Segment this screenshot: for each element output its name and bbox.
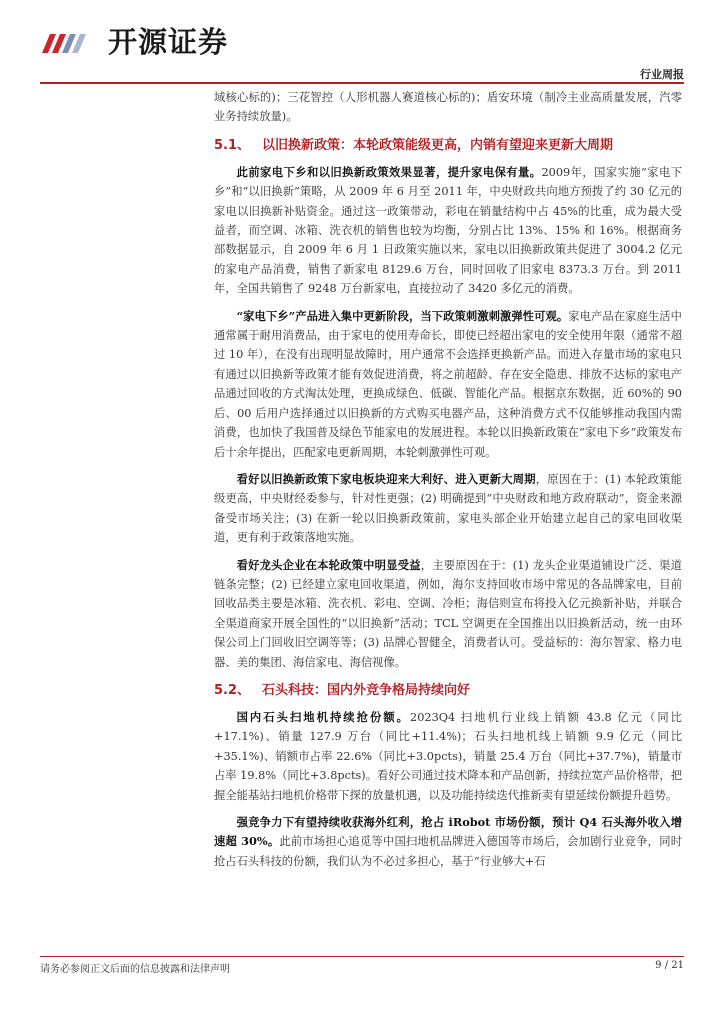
- paragraph: [214, 470, 682, 548]
- brand-name: 开源证券: [108, 25, 229, 59]
- paragraph: [214, 708, 682, 805]
- header-divider: [40, 82, 684, 84]
- paragraph-text: ，主要原因在于：(1) 龙头企业渠道铺设广泛、渠道链条完整；(2) 已经建立家电回收渠道，例如，海尔支持回收市场中常见的各品牌家电，目前回收品类主要是冰箱、洗衣机、彩电、空调、冷柜；海信则宣布将投入亿元换新补贴，并联合全渠道商家开展全国性的“以旧换新”活动；TCL 空调更在全国推出以旧换新活动，统一由环保公司上门回收旧空调等等；(3) 品牌心智健全，消费者认可。受益标的：海尔智家、格力电器、美的集团、海信家电、海信视像。: [214, 558, 682, 669]
- main-content: [214, 88, 682, 871]
- footer-disclaimer: 请务必参阅正文后面的信息披露和法律声明: [40, 964, 230, 975]
- report-type: 行业周报: [640, 68, 684, 81]
- section-heading-5-1: [214, 133, 682, 159]
- paragraph: [214, 556, 682, 672]
- paragraph-lead: 看好龙头企业在本轮政策中明显受益: [236, 557, 421, 572]
- section-number: 5.2、: [214, 682, 251, 698]
- paragraph-text: 2023Q4 扫地机行业线上销额 43.8 亿元（同比+17.1%)、销量 127.9 万台（同比+11.4%)；石头扫地机线上销额 9.9 亿元（同比+35.1%)、销额市占率 22.6%（同比+3.0pcts)，销量 25.4 万台（同比+37.7%)，销量市占率 19.8%（同比+3.8pcts)。看好公司通过技术降本和产品创新，持续拉宽产品价格带，把握全能基站扫地机价格带下探的放量机遇，以及功能持续迭代推新卖有望延续份额提升趋势。: [214, 710, 683, 802]
- section-heading-5-2: [214, 678, 682, 704]
- kaiyuan-logo-icon: [40, 26, 102, 58]
- paragraph-lead: “家电下乡”产品进入集中更新阶段，当下政策刺激刺激弹性可观。: [236, 308, 569, 323]
- paragraph-text: 此前市场担心追觅等中国扫地机品牌进入德国等市场后，会加剧行业竞争，同时抢占石头科技的份额，我们认为不必过多担心，基于“行业够大+石: [214, 835, 683, 868]
- brand-logo: [40, 26, 228, 58]
- paragraph-lead: 强竞争力下有望持续收获海外红利，抢占 iRobot 市场份额，预计 Q4 石头海外收入增速超 30%。: [214, 815, 682, 849]
- section-title: 以旧换新政策：本轮政策能级更高，内销有望迎来更新大周期: [262, 137, 614, 153]
- intro-continuation: 域核心标的)；三花智控（人形机器人赛道核心标的)；盾安环境（制冷主业高质量发展，汽零业务持续放量)。: [214, 91, 682, 124]
- paragraph-text: 2009年，国家实施“家电下乡”和“以旧换新”策略，从 2009 年 6 月至 2011 年，中央财政共向地方预拨了约 30 亿元的家电以旧换新补贴资金。通过这一政策带动，彩电在销量结构中占 45%的比重，成为最大受益者，而空调、冰箱、洗衣机的销售也较为均衡，分别占比 13%、15% 和 16%。根据商务部数据显示，自 2009 年 6 月 1 日政策实施以来，家电以旧换新政策共促进了 3004.2 亿元的家电产品消费，销售了新家电 8129.6 万台，同时回收了旧家电 8373.3 万台。到 2011 年，全国共销售了 9248 万台新家电，直接拉动了 3420 多亿元的消费。: [214, 165, 682, 296]
- paragraph: [214, 813, 682, 871]
- footer-divider: [40, 956, 684, 957]
- paragraph: [214, 307, 682, 462]
- paragraph-text: ，原因在于：(1) 本轮政策能级更高，中央财经委参与，针对性更强；(2) 明确提到“中央财政和地方政府联动”，资金来源备受市场关注；(3) 在新一轮以旧换新政策前，家电头部企业开始建立起自己的家电回收渠道，更有利于政策落地实施。: [214, 472, 682, 545]
- paragraph-lead: 此前家电下乡和以旧换新政策效果显著，提升家电保有量。: [236, 164, 542, 179]
- paragraph-lead: 国内石头扫地机持续抢份额。: [236, 709, 411, 724]
- page-number: 9 / 21: [655, 960, 684, 971]
- paragraph: [214, 163, 682, 299]
- paragraph-lead: 看好以旧换新政策下家电板块迎来大利好、进入更新大周期: [236, 471, 536, 486]
- paragraph-text: 家电产品在家庭生活中通常属于耐用消费品，由于家电的使用寿命长，即使已经超出家电的安全使用年限（通常不超过 10 年），在没有出现明显故障时，用户通常不会选择更换新产品。而进入存量市场的家电只有通过以旧换新等政策才能有效促进消费，将之前超龄、存在安全隐患、排放不达标的家电产品通过回收的方式淘汰处理，更换成绿色、低碳、智能化产品。根据京东数据，近 60%的 90 后、00 后用户选择通过以旧换新的方式购买电器产品，这种消费方式不仅能够推动我国内需消费，也加快了我国普及绿色节能家电的发展进程。本轮以旧换新政策在“家电下乡”政策发布后十余年提出，匹配家电更新周期，本轮刺激弹性可观。: [214, 309, 682, 459]
- section-title: 石头科技：国内外竞争格局持续向好: [262, 682, 471, 698]
- section-number: 5.1、: [214, 137, 251, 153]
